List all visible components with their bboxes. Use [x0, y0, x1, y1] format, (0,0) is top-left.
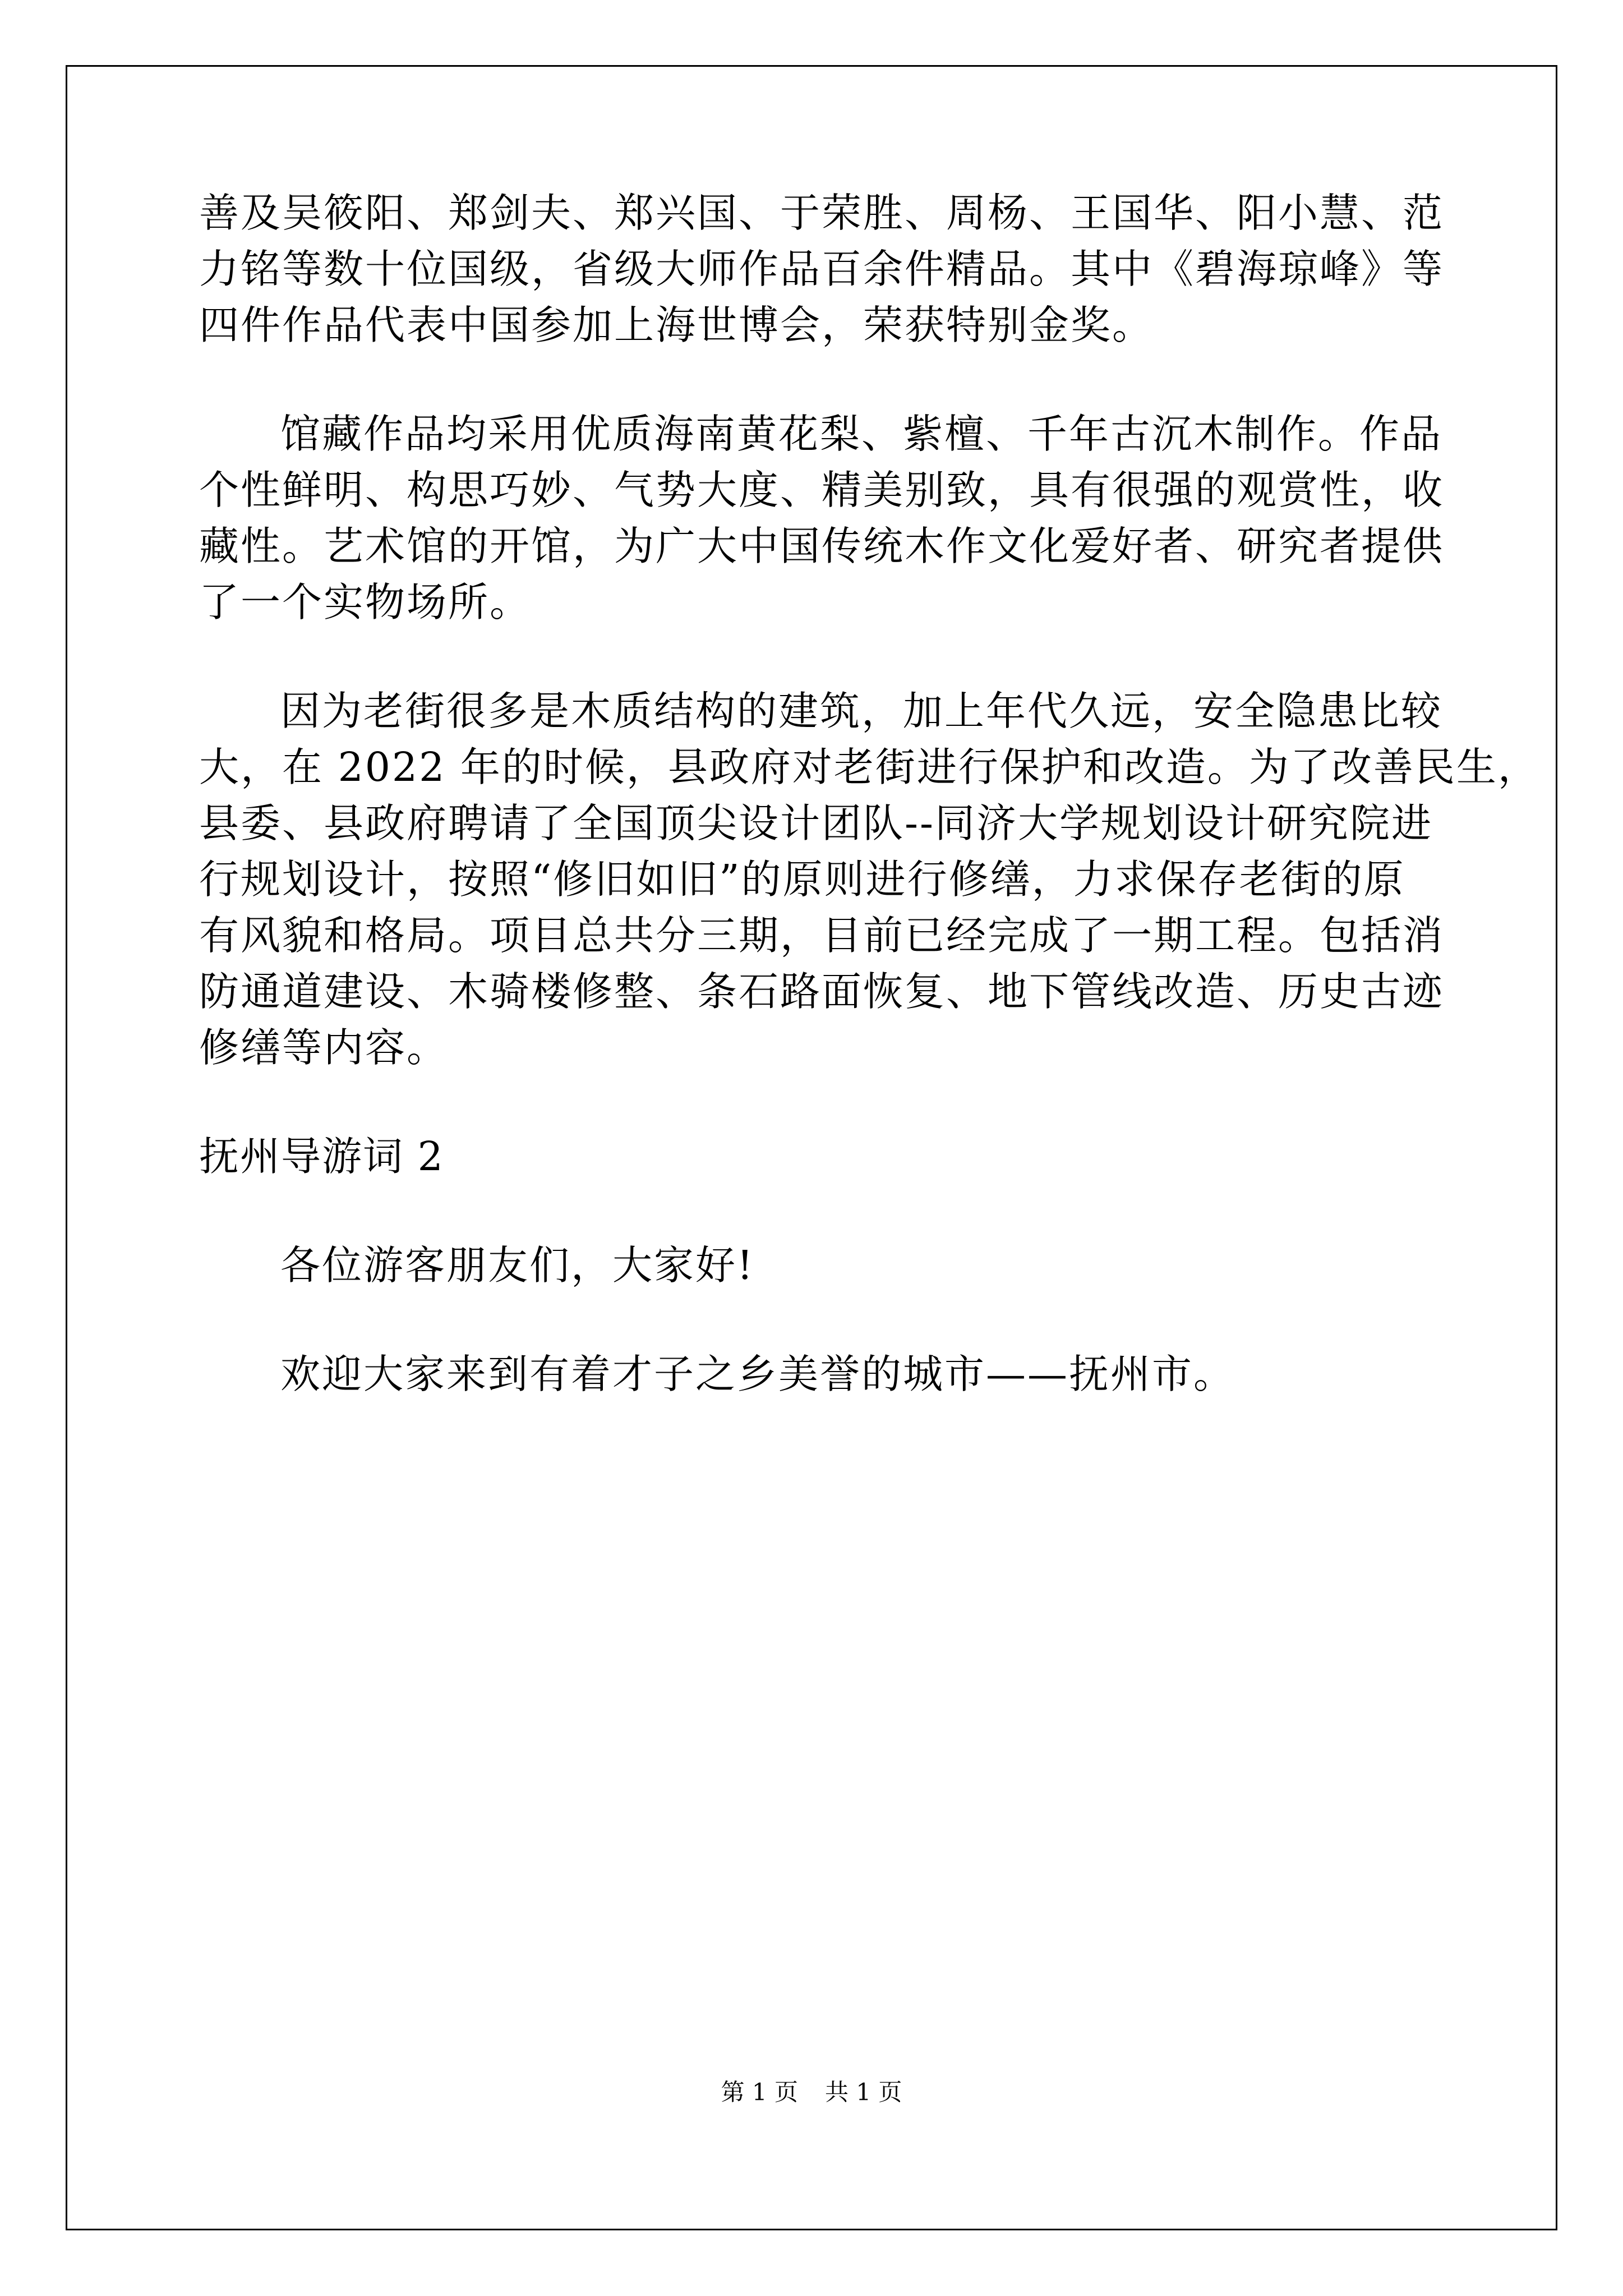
text-line: 修缮等内容。: [199, 1024, 449, 1071]
section-heading: 抚州导游词 2: [199, 1133, 444, 1180]
text-line: 善及吴筱阳、郑剑夫、郑兴国、于荣胜、周杨、王国华、阳小慧、范: [199, 190, 1445, 236]
text-line: 个性鲜明、构思巧妙、气势大度、精美别致，具有很强的观赏性，收: [199, 467, 1445, 513]
text-line: 大，在 2022 年的时候，县政府对老街进行保护和改造。为了改善民生，: [199, 744, 1539, 790]
paragraph: [199, 683, 1539, 1076]
page-footer: [0, 2076, 1623, 2109]
text-line: 各位游客朋友们，大家好!: [280, 1242, 755, 1289]
total-pages: 共 1 页: [825, 2078, 902, 2106]
text-line: 县委、县政府聘请了全国顶尖设计团队--同济大学规划设计研究院进: [199, 800, 1433, 846]
text-line: 欢迎大家来到有着才子之乡美誉的城市——抚州市。: [280, 1351, 1235, 1397]
text-line: 力铭等数十位国级，省级大师作品百余件精品。其中《碧海琼峰》等: [199, 246, 1445, 292]
paragraph: [199, 185, 1445, 353]
text-line: 了一个实物场所。: [199, 579, 532, 625]
text-line: 防通道建设、木骑楼修整、条石路面恢复、地下管线改造、历史古迹: [199, 968, 1445, 1015]
text-line: 有风貌和格局。项目总共分三期，目前已经完成了一期工程。包括消: [199, 912, 1445, 959]
page-number: 第 1 页: [721, 2078, 798, 2106]
paragraph: [199, 406, 1445, 631]
text-line: 馆藏作品均采用优质海南黄花梨、紫檀、千年古沉木制作。作品: [280, 411, 1443, 457]
text-line: 四件作品代表中国参加上海世博会，荣获特别金奖。: [199, 302, 1154, 348]
text-line: 因为老街很多是木质结构的建筑，加上年代久远，安全隐患比较: [280, 688, 1443, 734]
text-line: 行规划设计，按照“修旧如旧”的原则进行修缮，力求保存老街的原: [199, 856, 1405, 903]
document-body: [199, 185, 1539, 1402]
text-line: 藏性。艺术馆的开馆，为广大中国传统木作文化爱好者、研究者提供: [199, 523, 1445, 569]
